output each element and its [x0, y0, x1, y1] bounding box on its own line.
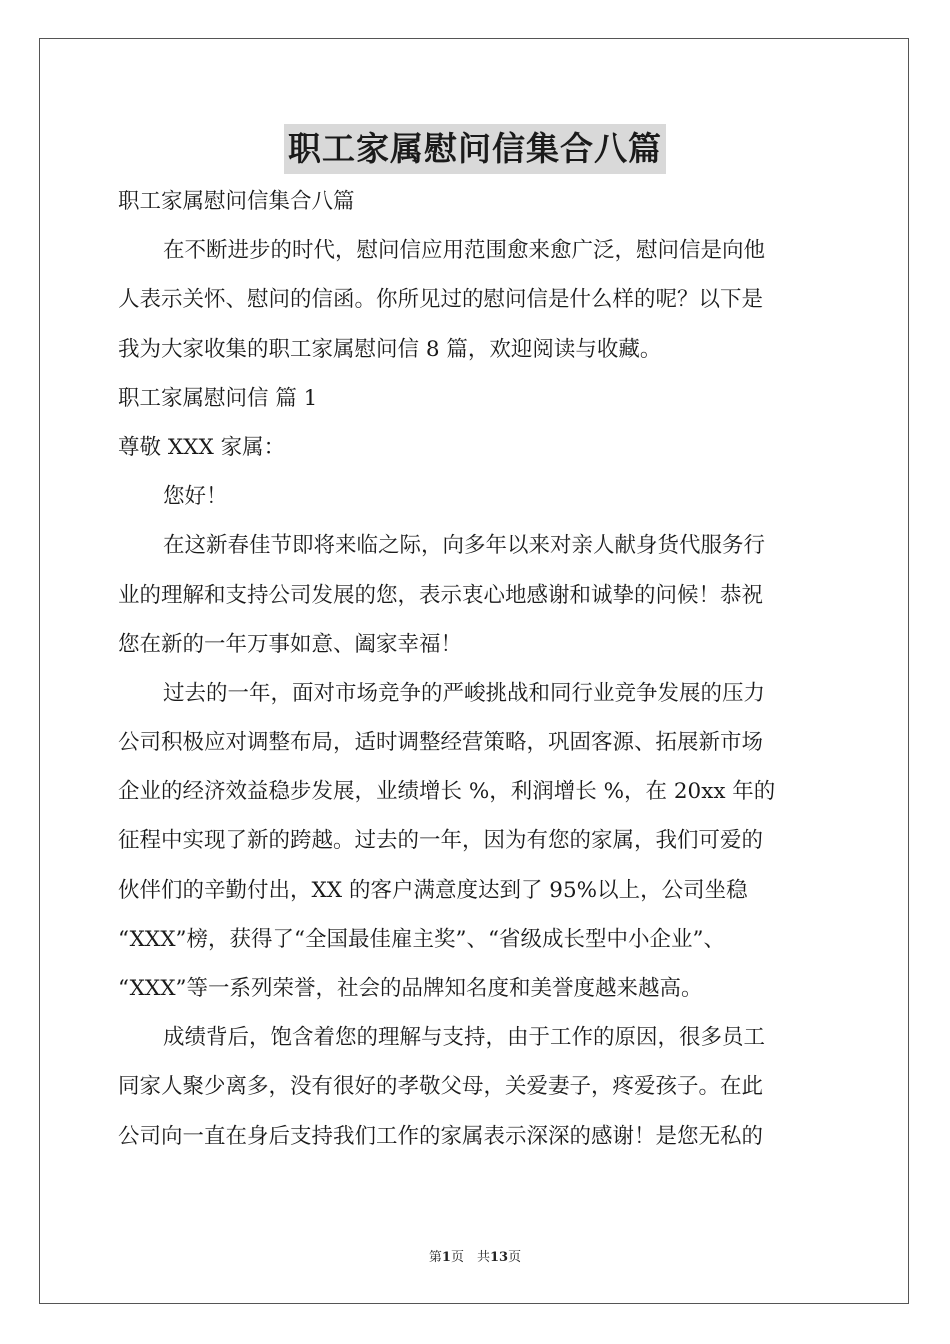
document-title: 职工家属慰问信集合八篇 [284, 124, 666, 174]
footer-suffix: 页 [508, 1250, 522, 1265]
text-line: 过去的一年，面对市场竞争的严峻挑战和同行业竞争发展的压力 [163, 680, 766, 706]
text-line: “XXX”等一系列荣誉，社会的品牌知名度和美誉度越来越高。 [118, 976, 703, 1001]
text-line: 人表示关怀、慰问的信函。你所见过的慰问信是什么样的呢？以下是 [118, 287, 764, 313]
text-line: 您在新的一年万事如意、阖家幸福！ [118, 631, 463, 657]
document-body [118, 177, 838, 1161]
current-page-number: 1 [441, 1250, 451, 1265]
title-container [0, 124, 950, 174]
text-line: 在不断进步的时代，慰问信应用范围愈来愈广泛，慰问信是向他 [163, 238, 766, 264]
text-line: 征程中实现了新的跨越。过去的一年，因为有您的家属，我们可爱的 [118, 828, 764, 854]
text-line: 业的理解和支持公司发展的您，表示衷心地感谢和诚挚的问候！恭祝 [118, 582, 764, 608]
text-line: 职工家属慰问信 篇 1 [118, 385, 318, 411]
text-line: 公司积极应对调整布局，适时调整经营策略，巩固客源、拓展新市场 [118, 730, 764, 756]
page-footer [0, 1246, 950, 1265]
text-line: 我为大家收集的职工家属慰问信 8 篇，欢迎阅读与收藏。 [118, 336, 662, 362]
text-line: 职工家属慰问信集合八篇 [118, 189, 355, 214]
text-line: 企业的经济效益稳步发展，业绩增长 %，利润增长 %，在 20xx 年的 [118, 779, 776, 805]
total-pages-number: 13 [489, 1250, 509, 1265]
text-line: 同家人聚少离多，没有很好的孝敬父母，关爱妻子，疼爱孩子。在此 [118, 1074, 764, 1100]
text-line: 尊敬 XXX 家属： [118, 434, 286, 460]
text-line: 公司向一直在身后支持我们工作的家属表示深深的感谢！是您无私的 [118, 1123, 764, 1149]
text-line: 成绩背后，饱含着您的理解与支持，由于工作的原因，很多员工 [163, 1025, 766, 1051]
text-line: 您好！ [163, 484, 228, 510]
text-line: 伙伴们的辛勤付出，XX 的客户满意度达到了 95%以上，公司坐稳 [118, 877, 748, 903]
text-line: 在这新春佳节即将来临之际，向多年以来对亲人献身货代服务行 [163, 533, 766, 559]
footer-mid: 页 共 [450, 1250, 490, 1265]
footer-prefix: 第 [428, 1250, 442, 1265]
text-line: “XXX”榜，获得了“全国最佳雇主奖”、“省级成长型中小企业”、 [118, 926, 725, 952]
